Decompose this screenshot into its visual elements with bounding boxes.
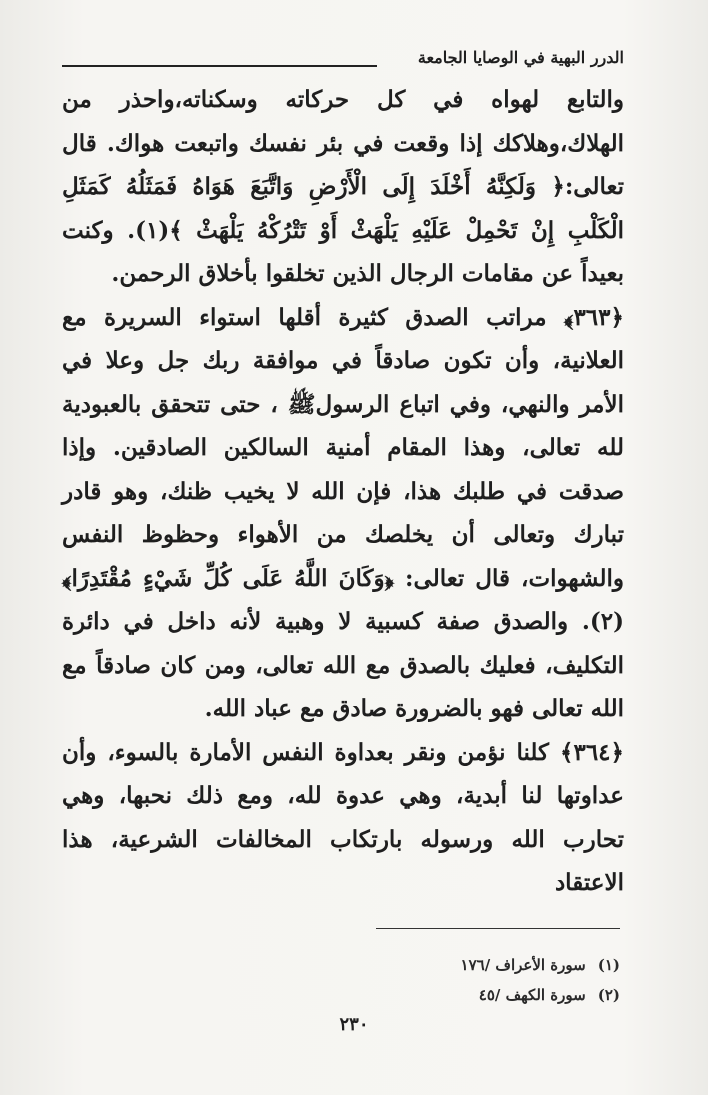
paragraph <box>62 296 624 731</box>
paragraph-number: ﴿٣٦٤﴾ <box>559 738 625 766</box>
body-text <box>62 78 624 905</box>
paragraph-number: ﴿٣٦٣﴾ <box>563 303 624 331</box>
paragraph-text: والتابع لهواه في كل حركاته وسكناته،واحذر من الهلاك،وهلاكك إذا وقعت في بئر نفسك واتبعت هواك. قال تعالى:﴿ وَلَكِنَّهُ أَخْلَدَ إِلَى الْأَرْضِ وَاتَّبَعَ هَوَاهُ فَمَثَلُهُ كَمَثَلِ الْكَلْبِ إِنْ تَحْمِلْ عَلَيْهِ يَلْهَثْ أَوْ تَتْرُكْهُ يَلْهَثْ ﴾(١). وكنت بعيداً عن مقامات الرجال الذين تخلقوا بأخلاق الرحمن. <box>62 86 624 287</box>
page-number: ٢٣٠ <box>339 1014 369 1035</box>
footnote <box>370 980 620 1010</box>
footnote-text: سورة الكهف /٤٥ <box>478 986 586 1004</box>
footnote-marker: (٢) <box>597 986 620 1004</box>
page-header <box>62 48 624 74</box>
paragraph <box>62 731 624 905</box>
footnote-marker: (١) <box>597 956 620 974</box>
paragraph-text: كلنا نؤمن ونقر بعداوة النفس الأمارة بالسوء، وأن عداوتها لنا أبدية، وهي عدوة لله، ومع ذلك نحبها، وهي تحارب الله ورسوله بارتكاب المخالفات الشرعية، هذا الاعتقاد <box>62 738 624 896</box>
footnotes <box>370 950 620 1010</box>
paragraph-text: مراتب الصدق كثيرة أقلها استواء السريرة مع العلانية، وأن تكون صادقاً في موافقة ربك جل وعلا في الأمر والنهي، وفي اتباع الرسولﷺ ، حتى تتحقق بالعبودية لله تعالى، وهذا المقام أمنية السالكين الصادقين. وإذا صدقت في طلبك هذا، فإن الله لا يخيب ظنك، وهو قادر تبارك وتعالى أن يخلصك من الأهواء وحظوظ النفس والشهوات، قال تعالى: ﴿وَكَانَ اللَّهُ عَلَى كُلِّ شَيْءٍ مُقْتَدِرًا﴾ (٢). والصدق صفة كسبية لا وهبية لأنه داخل في دائرة التكليف، فعليك بالصدق مع الله تعالى، ومن كان صادقاً مع الله تعالى فهو بالضرورة صادق مع عباد الله. <box>62 303 624 722</box>
footnote-rule <box>376 928 620 929</box>
header-rule <box>62 65 377 67</box>
footnote-text: سورة الأعراف /١٧٦ <box>460 956 586 974</box>
running-title: الدرر البهية في الوصايا الجامعة <box>417 48 624 67</box>
footnote <box>370 950 620 980</box>
paragraph <box>62 78 624 296</box>
